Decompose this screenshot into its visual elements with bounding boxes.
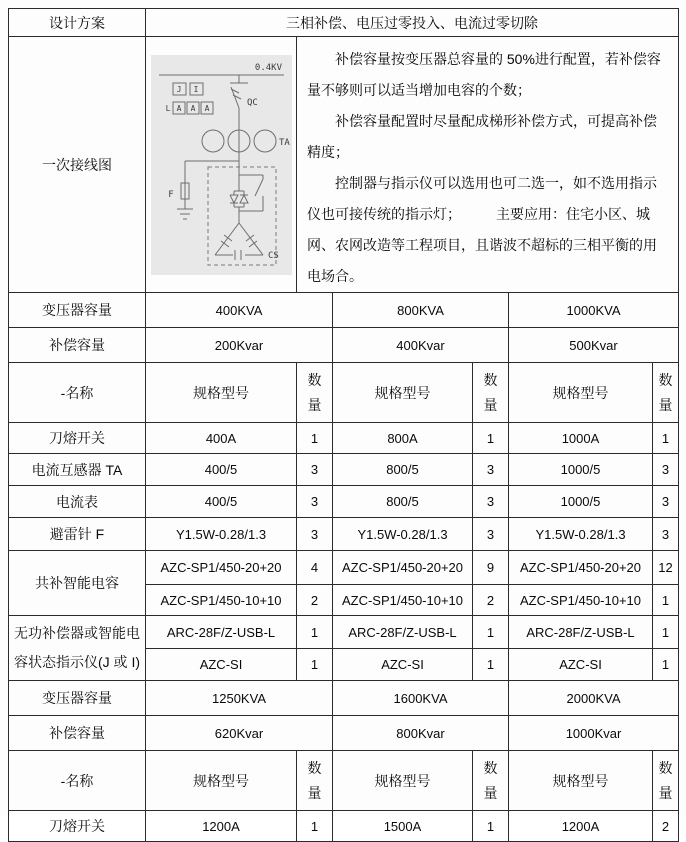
compensation-capacity-value: 800Kvar	[333, 716, 509, 751]
qty-column-header: 数量	[653, 751, 679, 811]
qty-value: 1	[653, 423, 679, 454]
qty-value: 3	[473, 518, 509, 551]
compensation-capacity-value: 400Kvar	[333, 328, 509, 363]
spec-value: AZC-SP1/450-20+20	[333, 551, 473, 585]
transformer-capacity-label: 变压器容量	[9, 293, 146, 328]
compensation-capacity-value: 1000Kvar	[509, 716, 679, 751]
spec-value: 800A	[333, 423, 473, 454]
transformer-capacity-label: 变压器容量	[9, 681, 146, 716]
qty-value: 1	[297, 649, 333, 681]
spec-column-header: 规格型号	[509, 751, 653, 811]
spec-value: AZC-SP1/450-10+10	[146, 585, 297, 616]
qty-value: 1	[653, 616, 679, 649]
equipment-name: 电流表	[9, 486, 146, 518]
spec-value: 1000A	[509, 423, 653, 454]
spec-value: AZC-SP1/450-20+20	[509, 551, 653, 585]
wiring-diagram	[151, 55, 292, 275]
spec-value: 1200A	[509, 811, 653, 842]
spec-value: 400/5	[146, 486, 297, 518]
spec-value: AZC-SP1/450-20+20	[146, 551, 297, 585]
spec-value: AZC-SI	[146, 649, 297, 681]
qty-value: 3	[653, 454, 679, 486]
wiring-notes-cell	[297, 37, 679, 293]
spec-value: Y1.5W-0.28/1.3	[146, 518, 297, 551]
note-paragraph: 补偿容量按变压器总容量的 50%进行配置，若补偿容量不够则可以适当增加电容的个数；	[307, 51, 661, 98]
spec-value: AZC-SP1/450-10+10	[509, 585, 653, 616]
wiring-diagram-label: 一次接线图	[9, 37, 146, 293]
qty-value: 1	[473, 423, 509, 454]
qty-value: 3	[653, 486, 679, 518]
qty-value: 1	[473, 616, 509, 649]
spec-table	[8, 8, 679, 842]
qty-column-header: 数量	[473, 751, 509, 811]
spec-value: 1200A	[146, 811, 297, 842]
spec-column-header: 规格型号	[509, 363, 653, 423]
spec-value: 400/5	[146, 454, 297, 486]
qty-value: 3	[297, 454, 333, 486]
equipment-name: 电流互感器 TA	[9, 454, 146, 486]
spec-value: 1000/5	[509, 454, 653, 486]
cs-label: CS	[267, 250, 279, 261]
qty-value: 2	[473, 585, 509, 616]
name-column-header: -名称	[9, 363, 146, 423]
spec-value: ARC-28F/Z-USB-L	[146, 616, 297, 649]
compensation-capacity-label: 补偿容量	[9, 328, 146, 363]
ammeter-l-label: L	[165, 103, 170, 113]
note-paragraph: 控制器与指示仪可以选用也可二选一，如不选用指示仪也可接传统的指示灯； 主要应用：住宅小区、城网、农网改造等工程项目，且谐波不超标的三相平衡的用电场合。	[307, 175, 657, 284]
indicator-i-label: I	[193, 84, 198, 94]
qty-value: 1	[653, 585, 679, 616]
qty-column-header: 数量	[297, 363, 333, 423]
compensation-capacity-value: 620Kvar	[146, 716, 333, 751]
ammeter-a-label: A	[176, 103, 181, 113]
qty-column-header: 数量	[653, 363, 679, 423]
spec-value: ARC-28F/Z-USB-L	[509, 616, 653, 649]
spec-value: Y1.5W-0.28/1.3	[333, 518, 473, 551]
ammeter-a-label: A	[204, 103, 209, 113]
ammeter-a-label: A	[190, 103, 195, 113]
qty-value: 1	[473, 811, 509, 842]
qty-value: 2	[653, 811, 679, 842]
equipment-name: 避雷针 F	[9, 518, 146, 551]
wiring-diagram-svg	[151, 55, 292, 275]
qty-value: 1	[473, 649, 509, 681]
transformer-capacity-value: 2000KVA	[509, 681, 679, 716]
spec-column-header: 规格型号	[333, 363, 473, 423]
qty-value: 1	[297, 423, 333, 454]
transformer-capacity-value: 1000KVA	[509, 293, 679, 328]
transformer-capacity-value: 800KVA	[333, 293, 509, 328]
qty-value: 3	[297, 486, 333, 518]
spec-value: AZC-SI	[509, 649, 653, 681]
transformer-capacity-value: 400KVA	[146, 293, 333, 328]
qty-value: 9	[473, 551, 509, 585]
qty-value: 1	[297, 616, 333, 649]
qty-value: 3	[473, 486, 509, 518]
equipment-name: 无功补偿器或智能电容状态指示仪(J 或 I)	[9, 616, 146, 681]
transformer-capacity-value: 1250KVA	[146, 681, 333, 716]
compensation-capacity-value: 200Kvar	[146, 328, 333, 363]
compensation-capacity-value: 500Kvar	[509, 328, 679, 363]
qty-value: 1	[297, 811, 333, 842]
voltage-label: 0.4KV	[254, 62, 282, 73]
qty-value: 3	[297, 518, 333, 551]
spec-column-header: 规格型号	[333, 751, 473, 811]
qty-column-header: 数量	[297, 751, 333, 811]
spec-value: AZC-SP1/450-10+10	[333, 585, 473, 616]
spec-value: 800/5	[333, 486, 473, 518]
spec-value: AZC-SI	[333, 649, 473, 681]
name-column-header: -名称	[9, 751, 146, 811]
qty-value: 12	[653, 551, 679, 585]
spec-value: 1000/5	[509, 486, 653, 518]
spec-column-header: 规格型号	[146, 751, 297, 811]
qty-value: 3	[653, 518, 679, 551]
qty-value: 4	[297, 551, 333, 585]
spec-value: 1500A	[333, 811, 473, 842]
compensation-capacity-label: 补偿容量	[9, 716, 146, 751]
wiring-diagram-cell	[146, 37, 297, 293]
equipment-name: 刀熔开关	[9, 811, 146, 842]
qty-value: 2	[297, 585, 333, 616]
ta-label: TA	[278, 137, 290, 148]
qty-value: 1	[653, 649, 679, 681]
transformer-capacity-value: 1600KVA	[333, 681, 509, 716]
spec-value: Y1.5W-0.28/1.3	[509, 518, 653, 551]
qc-switch-label: QC	[246, 97, 258, 108]
equipment-name: 刀熔开关	[9, 423, 146, 454]
indicator-j-label: J	[176, 84, 181, 94]
fuse-label: F	[167, 189, 174, 200]
note-paragraph: 补偿容量配置时尽量配成梯形补偿方式，可提高补偿精度；	[307, 113, 657, 160]
qty-column-header: 数量	[473, 363, 509, 423]
qty-value: 3	[473, 454, 509, 486]
design-scheme-value: 三相补偿、电压过零投入、电流过零切除	[146, 9, 679, 37]
equipment-name: 共补智能电容	[9, 551, 146, 616]
design-scheme-label: 设计方案	[9, 9, 146, 37]
spec-column-header: 规格型号	[146, 363, 297, 423]
spec-value: 800/5	[333, 454, 473, 486]
spec-value: ARC-28F/Z-USB-L	[333, 616, 473, 649]
spec-value: 400A	[146, 423, 297, 454]
